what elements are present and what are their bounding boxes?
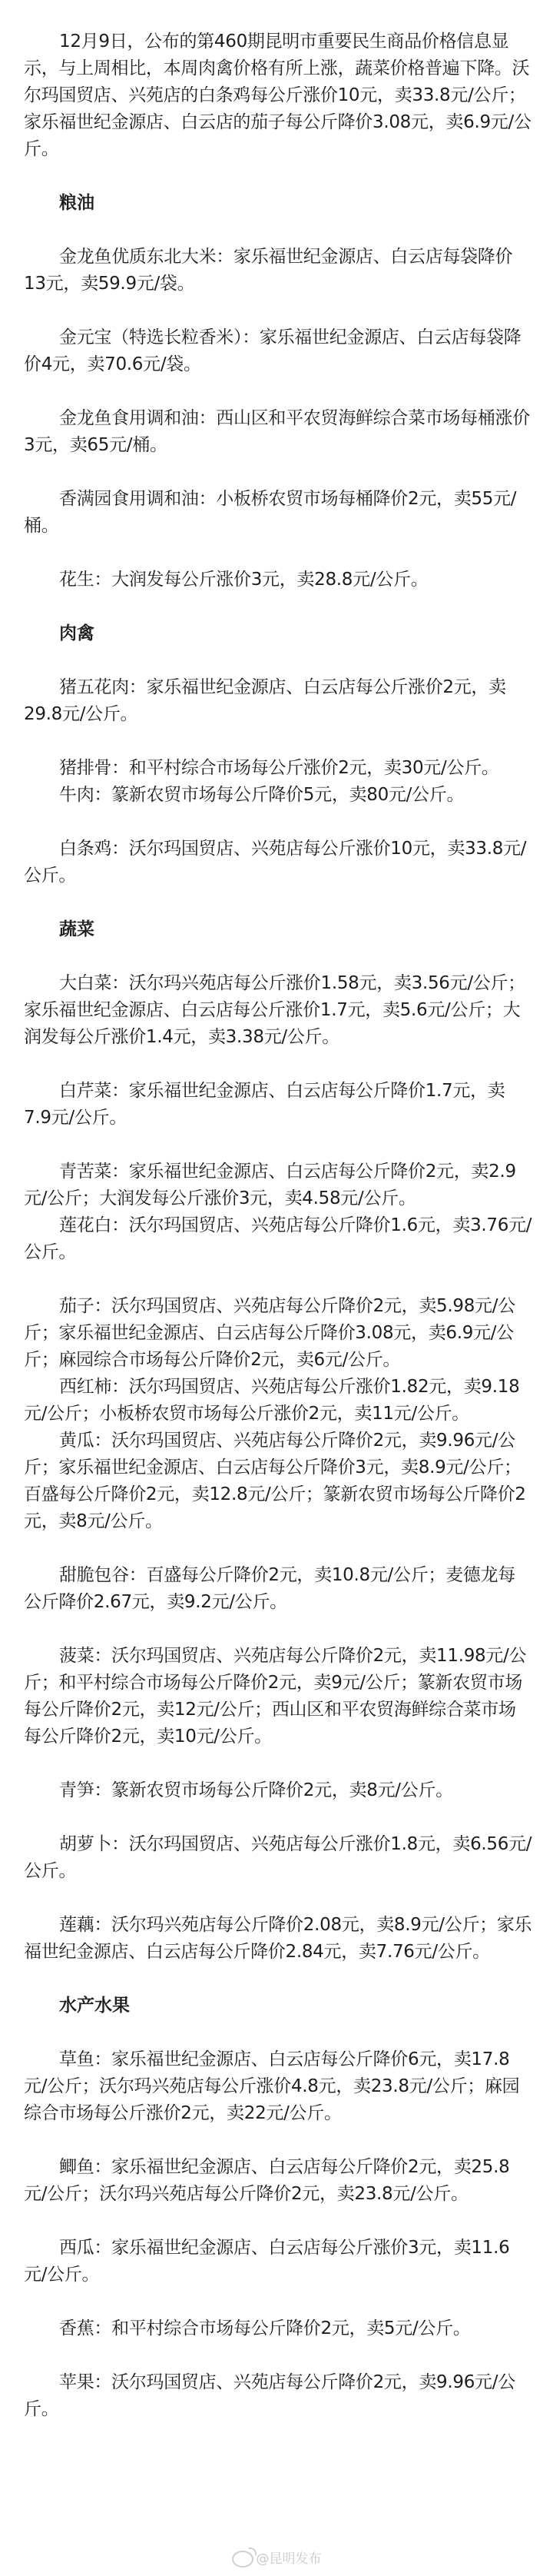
price-item: 青笋：篆新农贸市场每公斤降价2元，卖8元/公斤。 bbox=[59, 1780, 453, 1800]
price-item: 金元宝（特选长粒香米）：家乐福世纪金源店、白云店每袋降价4元，卖70.6元/袋。 bbox=[24, 327, 522, 374]
sections bbox=[24, 190, 532, 2423]
price-item: 黄瓜：沃尔玛国贸店、兴苑店每公斤降价2元，卖9.96元/公斤；家乐福世纪金源店、白云店每公斤降价3元，卖8.9元/公斤；百盛每公斤降价2元，卖12.8元/公斤；篆新农贸市场每公斤降价2元，卖8元/公斤。 bbox=[24, 1431, 526, 1531]
price-item: 西瓜：家乐福世纪金源店、白云店每公斤涨价3元，卖11.6元/公斤。 bbox=[24, 2238, 510, 2285]
paragraph-group bbox=[24, 2369, 532, 2423]
paragraph-group bbox=[24, 244, 532, 297]
paragraph-group bbox=[24, 2046, 532, 2127]
paragraph-group bbox=[24, 486, 532, 540]
paragraph-group bbox=[24, 324, 532, 378]
paragraph-group bbox=[24, 836, 532, 889]
watermark-text: @昆明发布 bbox=[256, 2551, 322, 2567]
price-item: 猪五花肉：家乐福世纪金源店、白云店每公斤涨价2元，卖29.8元/公斤。 bbox=[24, 677, 506, 724]
price-item: 青苦菜：家乐福世纪金源店、白云店每公斤降价2元，卖2.9元/公斤；大润发每公斤涨价3元，卖4.58元/公斤。 bbox=[24, 1162, 516, 1208]
price-item: 大白菜：沃尔玛兴苑店每公斤涨价1.58元，卖3.56元/公斤；家乐福世纪金源店、白云店每公斤涨价1.7元，卖5.6元/公斤；大润发每公斤涨价1.4元，卖3.38元/公斤。 bbox=[24, 973, 525, 1047]
watermark bbox=[0, 2548, 553, 2571]
paragraph-group bbox=[24, 567, 532, 593]
price-item: 牛肉：篆新农贸市场每公斤降价5元，卖80元/公斤。 bbox=[59, 785, 465, 805]
price-item: 金龙鱼食用调和油：西山区和平农贸海鲜综合菜市场每桶涨价3元，卖65元/桶。 bbox=[24, 408, 530, 455]
paragraph-group bbox=[24, 1777, 532, 1804]
paragraph-group bbox=[24, 755, 532, 809]
section-heading: 蔬菜 bbox=[59, 919, 94, 939]
paragraph-group bbox=[24, 970, 532, 1051]
price-item: 胡萝卜：沃尔玛国贸店、兴苑店每公斤涨价1.8元，卖6.56元/公斤。 bbox=[24, 1834, 532, 1881]
price-item: 西红柿：沃尔玛国贸店、兴苑店每公斤涨价1.82元，卖9.18元/公斤；小板桥农贸市场每公斤涨价2元，卖11元/公斤。 bbox=[24, 1377, 520, 1424]
price-item: 草鱼：家乐福世纪金源店、白云店每公斤降价6元，卖17.8元/公斤；沃尔玛兴苑店每公斤涨价4.8元，卖23.8元/公斤；麻园综合市场每公斤涨价2元，卖22元/公斤。 bbox=[24, 2049, 520, 2123]
price-item: 莲花白：沃尔玛国贸店、兴苑店每公斤降价1.6元，卖3.76元/公斤。 bbox=[24, 1215, 532, 1262]
section-heading: 粮油 bbox=[59, 193, 94, 213]
price-item: 茄子：沃尔玛国贸店、兴苑店每公斤降价2元，卖5.98元/公斤；家乐福世纪金源店、白云店每公斤降价3.08元，卖6.9元/公斤；麻园综合市场每公斤降价2元，卖6元/公斤。 bbox=[24, 1296, 515, 1370]
section-heading: 水产水果 bbox=[59, 1996, 130, 2016]
paragraph-group bbox=[24, 2315, 532, 2342]
price-item: 莲藕：沃尔玛兴苑店每公斤降价2.08元，卖8.9元/公斤；家乐福世纪金源店、白云店每公斤降价2.84元，卖7.76元/公斤。 bbox=[24, 1915, 532, 1962]
intro-group bbox=[24, 28, 532, 163]
price-item: 苹果：沃尔玛国贸店、兴苑店每公斤降价2元，卖9.96元/公斤。 bbox=[24, 2372, 515, 2419]
price-item: 菠菜：沃尔玛国贸店、兴苑店每公斤降价2元，卖11.98元/公斤；和平村综合市场每公斤降价2元，卖9元/公斤；篆新农贸市场每公斤降价2元，卖12元/公斤；西山区和平农贸海鲜综合菜市场每公斤降价2元，卖10元/公斤。 bbox=[24, 1646, 527, 1747]
weibo-logo-icon bbox=[232, 2551, 253, 2568]
price-item: 香蕉：和平村综合市场每公斤降价2元，卖5元/公斤。 bbox=[59, 2318, 471, 2338]
paragraph-group bbox=[24, 2154, 532, 2208]
paragraph-group bbox=[24, 674, 532, 728]
paragraph-group bbox=[24, 1831, 532, 1885]
paragraph-group bbox=[24, 2235, 532, 2288]
price-item: 金龙鱼优质东北大米：家乐福世纪金源店、白云店每袋降价13元，卖59.9元/袋。 bbox=[24, 247, 513, 294]
paragraph-group bbox=[24, 1078, 532, 1132]
intro-paragraph: 12月9日，公布的第460期昆明市重要民生商品价格信息显示，与上周相比，本周肉禽价格有所上涨，蔬菜价格普遍下降。沃尔玛国贸店、兴苑店的白条鸡每公斤涨价10元，卖33.8元/公斤；家乐福世纪金源店、白云店的茄子每公斤降价3.08元，卖6.9元/公斤。 bbox=[24, 32, 531, 159]
price-item: 白条鸡：沃尔玛国贸店、兴苑店每公斤涨价10元，卖33.8元/公斤。 bbox=[24, 839, 527, 886]
article-body bbox=[24, 28, 532, 2450]
paragraph-group bbox=[24, 1293, 532, 1535]
price-item: 猪排骨：和平村综合市场每公斤涨价2元，卖30元/公斤。 bbox=[59, 758, 499, 778]
paragraph-group bbox=[24, 1158, 532, 1266]
paragraph-group bbox=[24, 405, 532, 459]
price-item: 花生：大润发每公斤涨价3元，卖28.8元/公斤。 bbox=[59, 570, 429, 590]
paragraph-group bbox=[24, 1643, 532, 1750]
price-item: 鲫鱼：家乐福世纪金源店、白云店每公斤降价2元，卖25.8元/公斤；沃尔玛兴苑店每公斤降价2元，卖23.8元/公斤。 bbox=[24, 2157, 510, 2204]
section-heading: 肉禽 bbox=[59, 623, 94, 643]
price-item: 白芹菜：家乐福世纪金源店、白云店每公斤降价1.7元，卖7.9元/公斤。 bbox=[24, 1081, 505, 1128]
paragraph-group bbox=[24, 1562, 532, 1616]
price-item: 甜脆包谷：百盛每公斤降价2元，卖10.8元/公斤；麦德龙每公斤降价2.67元，卖9.2元/公斤。 bbox=[24, 1565, 515, 1612]
paragraph-group bbox=[24, 1912, 532, 1966]
price-item: 香满园食用调和油：小板桥农贸市场每桶降价2元，卖55元/桶。 bbox=[24, 489, 517, 536]
